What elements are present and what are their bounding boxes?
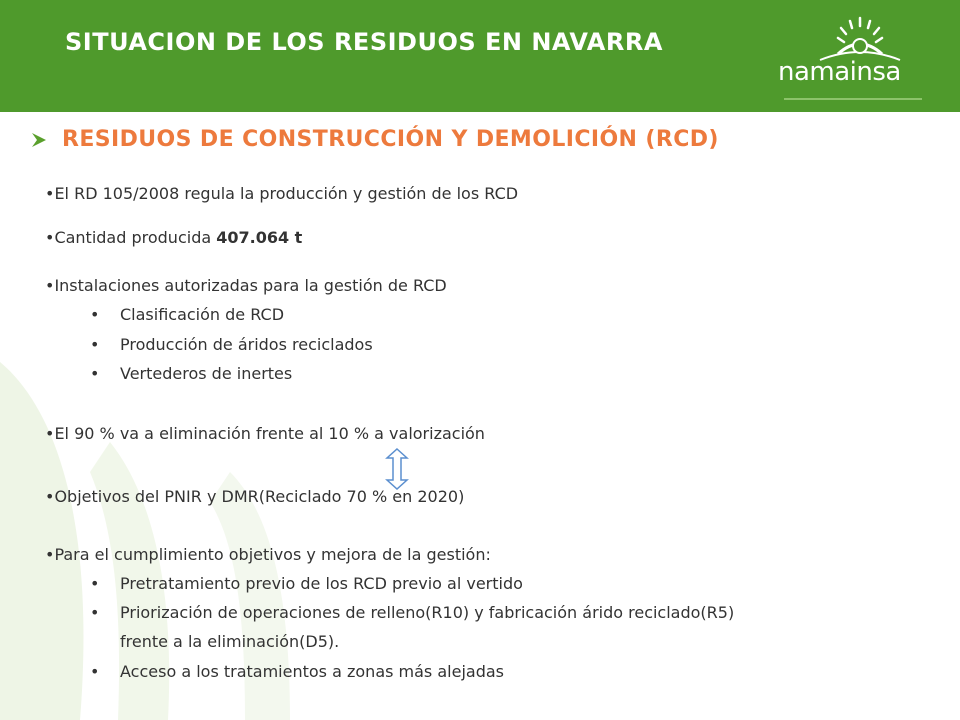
header-bar <box>0 0 960 112</box>
bullet-eliminacion: •El 90 % va a eliminación frente al 10 % a valorización <box>45 424 485 443</box>
logo-text: namainsa <box>778 57 901 87</box>
sub-bullet-dot: • <box>90 364 100 383</box>
background-decoration <box>0 112 400 720</box>
sub-item-clasificacion: Clasificación de RCD <box>120 305 285 324</box>
bullet-cantidad: •Cantidad producida 407.064 t <box>45 228 303 247</box>
namainsa-logo <box>778 12 928 104</box>
section-title: RESIDUOS DE CONSTRUCCIÓN Y DEMOLICIÓN (RCD) <box>62 127 719 152</box>
sub-bullet-dot: • <box>90 603 100 622</box>
bullet-objetivos: •Objetivos del PNIR y DMR(Reciclado 70 % en 2020) <box>45 487 465 506</box>
cumplimiento-text: Para el cumplimiento objetivos y mejora de la gestión: <box>54 545 491 564</box>
cantidad-label: Cantidad producida <box>54 228 217 247</box>
sub-item-pretratamiento: Pretratamiento previo de los RCD previo al vertido <box>120 574 523 593</box>
objetivos-text: Objetivos del PNIR y DMR(Reciclado 70 % en 2020) <box>54 487 465 506</box>
instalaciones-text: Instalaciones autorizadas para la gestión de RCD <box>54 276 447 295</box>
bullet-instalaciones: •Instalaciones autorizadas para la gestión de RCD <box>45 276 447 295</box>
up-down-arrow-icon <box>385 448 409 490</box>
sub-item-acceso: Acceso a los tratamientos a zonas más alejadas <box>120 662 504 681</box>
page-title: SITUACION DE LOS RESIDUOS EN NAVARRA <box>65 28 663 56</box>
cantidad-value: 407.064 t <box>216 228 303 247</box>
sun-gear-icon <box>778 12 928 62</box>
sub-bullet-dot: • <box>90 662 100 681</box>
bullet-cumplimiento: •Para el cumplimiento objetivos y mejora de la gestión: <box>45 545 491 564</box>
logo-underline <box>778 96 928 102</box>
sub-bullet-dot: • <box>90 574 100 593</box>
sub-bullet-dot: • <box>90 335 100 354</box>
bullet-rd: •El RD 105/2008 regula la producción y gestión de los RCD <box>45 184 519 203</box>
eliminacion-text: El 90 % va a eliminación frente al 10 % a valorización <box>54 424 485 443</box>
arrow-bullet-icon <box>30 131 48 149</box>
rd-text: El RD 105/2008 regula la producción y gestión de los RCD <box>54 184 519 203</box>
sub-item-priorizacion-cont: frente a la eliminación(D5). <box>120 632 340 651</box>
sub-item-produccion: Producción de áridos reciclados <box>120 335 373 354</box>
section-heading <box>30 127 719 152</box>
sub-bullet-dot: • <box>90 305 100 324</box>
sub-item-vertederos: Vertederos de inertes <box>120 364 293 383</box>
sub-item-priorizacion: Priorización de operaciones de relleno(R10) y fabricación árido reciclado(R5) <box>120 603 735 622</box>
